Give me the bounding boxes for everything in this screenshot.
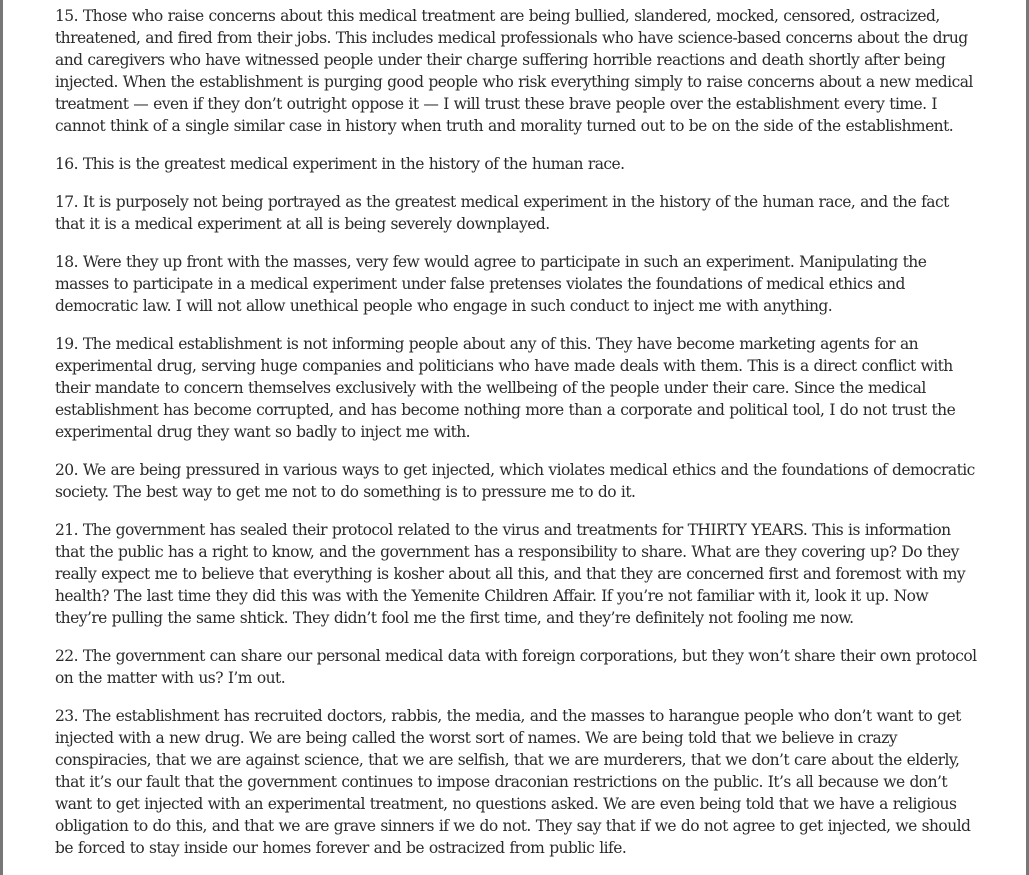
- paragraph-20: 20. We are being pressured in various ways to get injected, which violates medical ethics and the foundations of democratic society. The best way to get me not to do something is to pressure me to do it.: [55, 461, 975, 501]
- paragraph-21: 21. The government has sealed their protocol related to the virus and treatments for THIRTY YEARS. This is information that the public has a right to know, and the government has a responsibility to share. What are they covering up? Do they really expect me to believe that everything is kosher about all this, and that they are concerned first and foremost with my health? The last time they did this was with the Yemenite Children Affair. If you’re not familiar with it, look it up. Now they’re pulling the same shtick. They didn’t fool me the first time, and they’re definitely not fooling me now.: [55, 521, 966, 627]
- paragraph-16: 16. This is the greatest medical experiment in the history of the human race.: [55, 155, 625, 173]
- paragraph-18: 18. Were they up front with the masses, very few would agree to participate in such an experiment. Manipulating the masses to participate in a medical experiment under false pretenses violates the foundations of medical ethics and democratic law. I will not allow unethical people who engage in such conduct to inject me with anything.: [55, 253, 927, 315]
- paragraph-19: 19. The medical establishment is not informing people about any of this. They have become marketing agents for an experimental drug, serving huge companies and politicians who have made deals with them. This is a direct conflict with their mandate to concern themselves exclusively with the wellbeing of the people under their care. Since the medical establishment has become corrupted, and has become nothing more than a corporate and political tool, I do not trust the experimental drug they want so badly to inject me with.: [55, 335, 956, 441]
- paragraph-23: 23. The establishment has recruited doctors, rabbis, the media, and the masses to harangue people who don’t want to get injected with a new drug. We are being called the worst sort of names. We are being told that we believe in crazy conspiracies, that we are against science, that we are selfish, that we are murderers, that we don’t care about the elderly, that it’s our fault that the government continues to impose draconian restrictions on the public. It’s all because we don’t want to get injected with an experimental treatment, no questions asked. We are even being told that we have a religious obligation to do this, and that we are grave sinners if we do not. They say that if we do not agree to get injected, we should be forced to stay inside our homes forever and be ostracized from public life.: [55, 707, 971, 857]
- paragraph-15: 15. Those who raise concerns about this medical treatment are being bullied, slandered, mocked, censored, ostracized, threatened, and fired from their jobs. This includes medical professionals who have science-based concerns about the drug and caregivers who have witnessed people under their charge suffering horrible reactions and death shortly after being injected. When the establishment is purging good people who risk everything simply to raise concerns about a new medical treatment — even if they don’t outright oppose it — I will trust these brave people over the establishment every time. I cannot think of a single similar case in history when truth and morality turned out to be on the side of the establishment.: [55, 7, 973, 135]
- paragraph-22: 22. The government can share our personal medical data with foreign corporations, but they won’t share their own protocol on the matter with us? I’m out.: [55, 647, 977, 687]
- paragraph-17: 17. It is purposely not being portrayed as the greatest medical experiment in the history of the human race, and the fact that it is a medical experiment at all is being severely downplayed.: [55, 193, 949, 233]
- article-body: [55, 5, 980, 875]
